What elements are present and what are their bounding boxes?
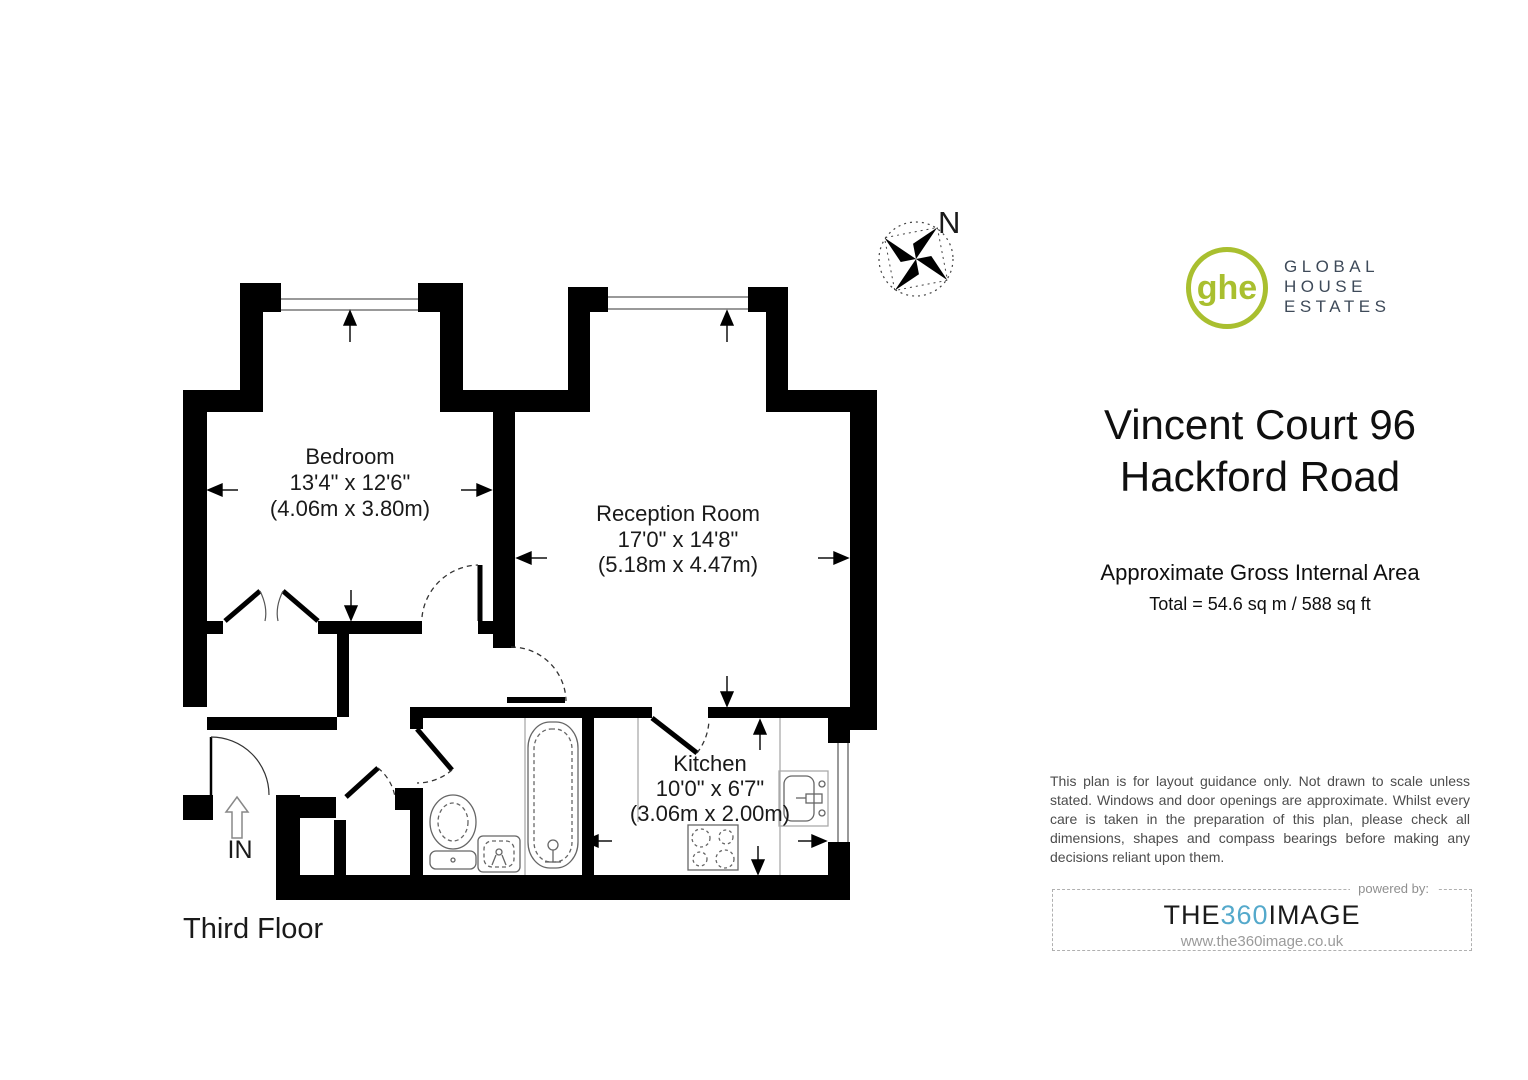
compass-north-label: N [938,205,961,240]
area-summary [1048,560,1472,615]
kitchen-name: Kitchen [673,751,747,776]
bathroom-door [417,729,452,783]
the360image-brand [1053,900,1471,931]
kitchen-arrow-up [754,720,766,750]
ghe-logo-wordmark [1284,257,1390,317]
reception-arrow-right [818,552,848,564]
logo-line-estates: ESTATES [1284,297,1391,316]
reception-window-arrow-up [721,311,733,342]
bedroom-dims-imperial: 13'4" x 12'6" [289,470,411,495]
the360image-url: www.the360image.co.uk [1180,933,1344,950]
property-title-line2: Hackford Road [1119,453,1401,500]
fixtures [430,718,828,875]
bedroom-name: Bedroom [305,444,395,469]
bedroom-arrow-right [461,484,491,496]
entrance-door [211,737,269,795]
powered-by-box [1052,881,1472,951]
entrance-arrow-icon [226,797,248,838]
area-heading: Approximate Gross Internal Area [1100,560,1420,585]
storage-door [346,768,395,797]
kitchen-dims-imperial: 10'0" x 6'7" [655,776,765,801]
toilet [430,795,476,869]
entrance-label: IN [227,836,253,864]
floor-label: Third Floor [183,913,324,945]
kitchen-dims-metric: (3.06m x 2.00m) [629,801,791,826]
kitchen-door [652,718,709,753]
bedroom-dims-metric: (4.06m x 3.80m) [269,496,431,521]
bathtub [528,722,578,868]
area-total: Total = 54.6 sq m / 588 sq ft [1149,594,1371,614]
brand-image: IMAGE [1268,900,1361,930]
bedroom-window-arrow-up [344,311,356,342]
powered-by-label: powered by: [1350,881,1437,896]
compass-icon [863,205,969,312]
disclaimer-text: This plan is for layout guidance only. Not drawn to scale unless stated. Windows and door openings are approximate. Whilst every care is taken in the preparation of this plan, please check all dimensions, shapes and compass bearings before making any decisions reliant upon them. [1050,773,1470,865]
kitchen-arrow-down [752,846,764,874]
bedroom-door [422,565,480,621]
property-title-line1: Vincent Court 96 [1103,401,1417,448]
bedroom-window [281,299,418,310]
reception-window [608,297,748,309]
reception-arrow-down [721,676,733,706]
ghe-logo-monogram: ghe [1196,268,1258,307]
property-title [1048,399,1472,503]
reception-door [511,647,566,701]
reception-dims-metric: (5.18m x 4.47m) [597,552,759,577]
logo-line-global: GLOBAL [1284,257,1380,276]
kitchen-arrow-right [798,835,826,847]
reception-dims-imperial: 17'0" x 14'8" [617,527,739,552]
bedroom-arrow-down [345,590,357,620]
brand-360: 360 [1220,900,1269,930]
reception-name: Reception Room [596,501,760,526]
windows [281,297,848,842]
kitchen-window [838,743,848,842]
bedroom-arrow-left [208,484,238,496]
washbasin [478,836,520,872]
doors [211,565,709,797]
wardrobe-doors [225,591,318,621]
logo-line-house: HOUSE [1284,277,1367,296]
brand-the: THE [1163,900,1221,930]
stove [688,825,738,870]
ghe-logo-icon [1186,247,1268,329]
reception-arrow-left [517,552,547,564]
